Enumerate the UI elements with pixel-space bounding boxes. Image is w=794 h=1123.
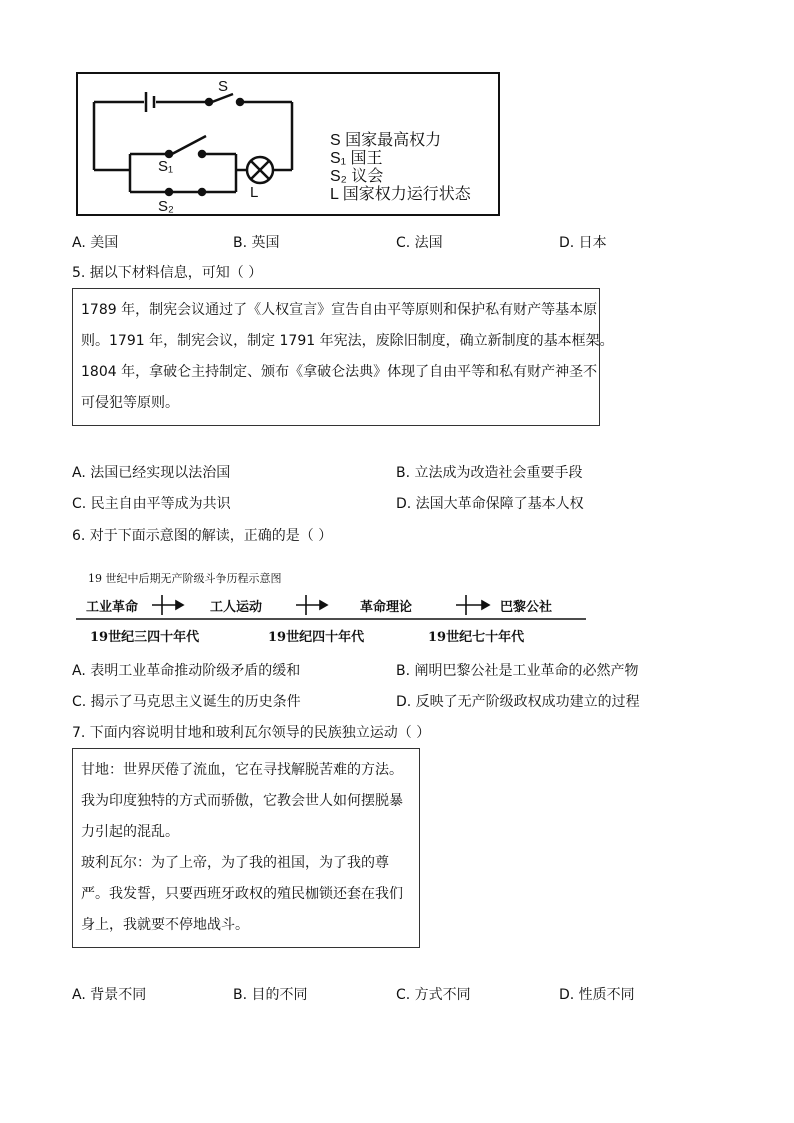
q7-option-d[interactable]: D. 性质不同 (559, 987, 635, 1003)
q7-material-box (72, 748, 420, 948)
q5-material-line: 1804 年，拿破仑主持制定、颁布《拿破仑法典》体现了自由平等和私有财产神圣不 (81, 364, 598, 380)
q7-material-line: 我为印度独特的方式而骄傲，它教会世人如何摆脱暴 (81, 793, 403, 809)
q6-option-c[interactable]: C. 揭示了马克思主义诞生的历史条件 (72, 694, 301, 710)
timeline-period-3: 19世纪七十年代 (428, 630, 525, 645)
q7-material-line: 身上，我就要不停地战斗。 (81, 917, 249, 933)
q4-option-b[interactable]: B. 英国 (233, 235, 280, 251)
circuit-figure (76, 72, 500, 216)
q6-stem: 6. 对于下面示意图的解读，正确的是（ ） (72, 528, 333, 544)
q5-option-c[interactable]: C. 民主自由平等成为共识 (72, 496, 231, 512)
q4-option-c[interactable]: C. 法国 (396, 235, 443, 251)
timeline-node-3: 革命理论 (360, 600, 413, 615)
q5-material-line: 1789 年，制宪会议通过了《人权宣言》宣告自由平等原则和保护私有财产等基本原 (81, 302, 598, 318)
timeline-period-1: 19世纪三四十年代 (90, 630, 200, 645)
timeline-period-2: 19世纪四十年代 (268, 630, 365, 645)
circuit-label-l: L (250, 184, 259, 201)
timeline-title: 19 世纪中后期无产阶级斗争历程示意图 (88, 572, 282, 585)
legend-item-s: S 国家最高权力 (330, 132, 442, 149)
q7-material-line: 力引起的混乱。 (81, 824, 179, 840)
legend-item-s2: S₂ 议会 (330, 168, 384, 185)
q7-option-b[interactable]: B. 目的不同 (233, 987, 308, 1003)
circuit-label-s1: S₁ (158, 158, 174, 175)
q7-stem: 7. 下面内容说明甘地和玻利瓦尔领导的民族独立运动（ ） (72, 725, 431, 741)
q4-option-d[interactable]: D. 日本 (559, 235, 607, 251)
q6-option-d[interactable]: D. 反映了无产阶级政权成功建立的过程 (396, 694, 640, 710)
q6-option-b[interactable]: B. 阐明巴黎公社是工业革命的必然产物 (396, 663, 639, 679)
q5-option-d[interactable]: D. 法国大革命保障了基本人权 (396, 496, 584, 512)
q5-material-line: 可侵犯等原则。 (81, 395, 179, 411)
q5-option-a[interactable]: A. 法国已经实现以法治国 (72, 465, 231, 481)
q5-stem: 5. 据以下材料信息，可知（ ） (72, 265, 263, 281)
q5-option-b[interactable]: B. 立法成为改造社会重要手段 (396, 465, 583, 481)
legend-item-s1: S₁ 国王 (330, 150, 383, 167)
legend-item-l: L 国家权力运行状态 (330, 186, 471, 203)
q7-material-line: 玻利瓦尔：为了上帝，为了我的祖国，为了我的尊 (81, 855, 389, 871)
timeline-node-1: 工业革命 (86, 600, 139, 615)
circuit-label-s: S (218, 78, 229, 95)
q7-option-c[interactable]: C. 方式不同 (396, 987, 471, 1003)
q4-option-a[interactable]: A. 美国 (72, 235, 119, 251)
q7-material-line: 严。我发誓，只要西班牙政权的殖民枷锁还套在我们 (81, 886, 403, 902)
timeline-node-4: 巴黎公社 (500, 600, 553, 615)
circuit-legend (330, 132, 471, 204)
q7-option-a[interactable]: A. 背景不同 (72, 987, 147, 1003)
q6-option-a[interactable]: A. 表明工业革命推动阶级矛盾的缓和 (72, 663, 301, 679)
q5-material-line: 则。1791 年，制宪会议，制定 1791 年宪法，废除旧制度，确立新制度的基本框架。 (81, 333, 614, 349)
circuit-label-s2: S₂ (158, 198, 174, 215)
q7-material-line: 甘地：世界厌倦了流血，它在寻找解脱苦难的方法。 (81, 762, 403, 778)
timeline-node-2: 工人运动 (210, 600, 263, 615)
q6-timeline-diagram (76, 568, 588, 648)
q5-material-box (72, 288, 614, 426)
